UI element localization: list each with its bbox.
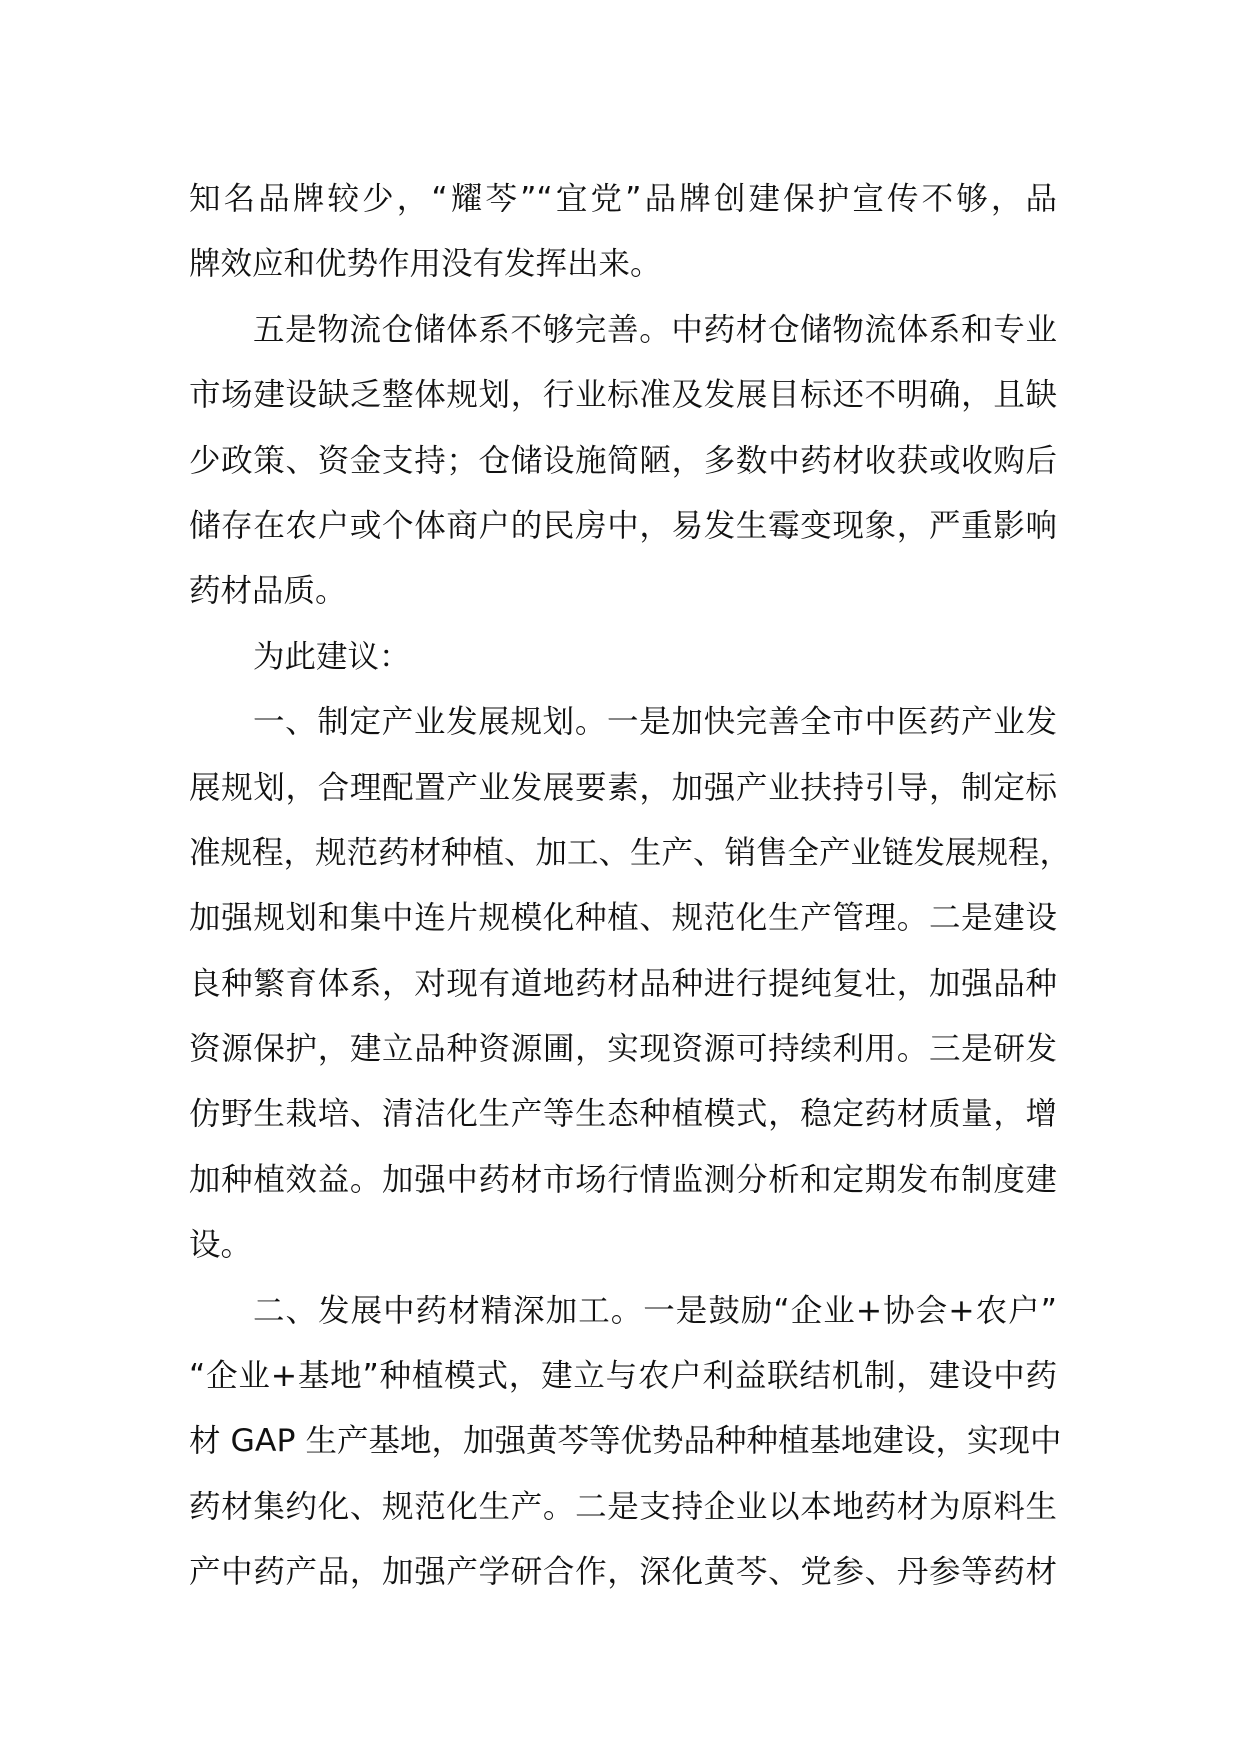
text-line: 良种繁育体系，对现有道地药材品种进行提纯复壮，加强品种 — [189, 965, 1057, 1002]
text-line: 五是物流仓储体系不够完善。中药材仓储物流体系和专业 — [253, 311, 1057, 348]
text-line: 资源保护，建立品种资源圃，实现资源可持续利用。三是研发 — [189, 1031, 1057, 1068]
text-line: 市场建设缺乏整体规划，行业标准及发展目标还不明确，且缺 — [189, 377, 1057, 414]
text-line: 展规划，合理配置产业发展要素，加强产业扶持引导，制定标 — [189, 769, 1057, 806]
document-body — [189, 167, 1072, 1606]
paragraph — [189, 1279, 1062, 1606]
text-line: 储存在农户或个体商户的民房中，易发生霉变现象，严重影响 — [189, 507, 1057, 544]
text-line: 设。 — [189, 1227, 253, 1264]
paragraph — [189, 625, 1057, 690]
text-line: 加种植效益。加强中药材市场行情监测分析和定期发布制度建 — [189, 1161, 1057, 1198]
text-line: 牌效应和优势作用没有发挥出来。 — [189, 246, 662, 283]
text-line: 加强规划和集中连片规模化种植、规范化生产管理。二是建设 — [189, 900, 1057, 937]
text-line: 药材集约化、规范化生产。二是支持企业以本地药材为原料生 — [189, 1488, 1057, 1525]
text-line: 材 GAP 生产基地，加强黄芩等优势品种种植基地建设，实现中 — [189, 1423, 1062, 1460]
paragraph — [189, 690, 1072, 1279]
paragraph — [189, 298, 1057, 625]
text-line: 知名品牌较少，“耀芩”“宜党”品牌创建保护宣传不够，品 — [189, 181, 1057, 217]
paragraph — [189, 167, 1057, 298]
text-line: 二、发展中药材精深加工。一是鼓励“企业+协会+农户” — [253, 1292, 1057, 1329]
text-line: 少政策、资金支持；仓储设施简陋，多数中药材收获或收购后 — [189, 442, 1057, 479]
text-line: 为此建议： — [253, 638, 411, 675]
text-line: 产中药产品，加强产学研合作，深化黄芩、党参、丹参等药材 — [189, 1554, 1057, 1591]
text-line: 仿野生栽培、清洁化生产等生态种植模式，稳定药材质量，增 — [189, 1096, 1057, 1133]
text-line: “企业+基地”种植模式，建立与农户利益联结机制，建设中药 — [189, 1358, 1057, 1395]
text-line: 药材品质。 — [189, 573, 347, 610]
text-line: 一、制定产业发展规划。一是加快完善全市中医药产业发 — [253, 704, 1057, 741]
text-line: 准规程，规范药材种植、加工、生产、销售全产业链发展规程， — [189, 834, 1072, 871]
